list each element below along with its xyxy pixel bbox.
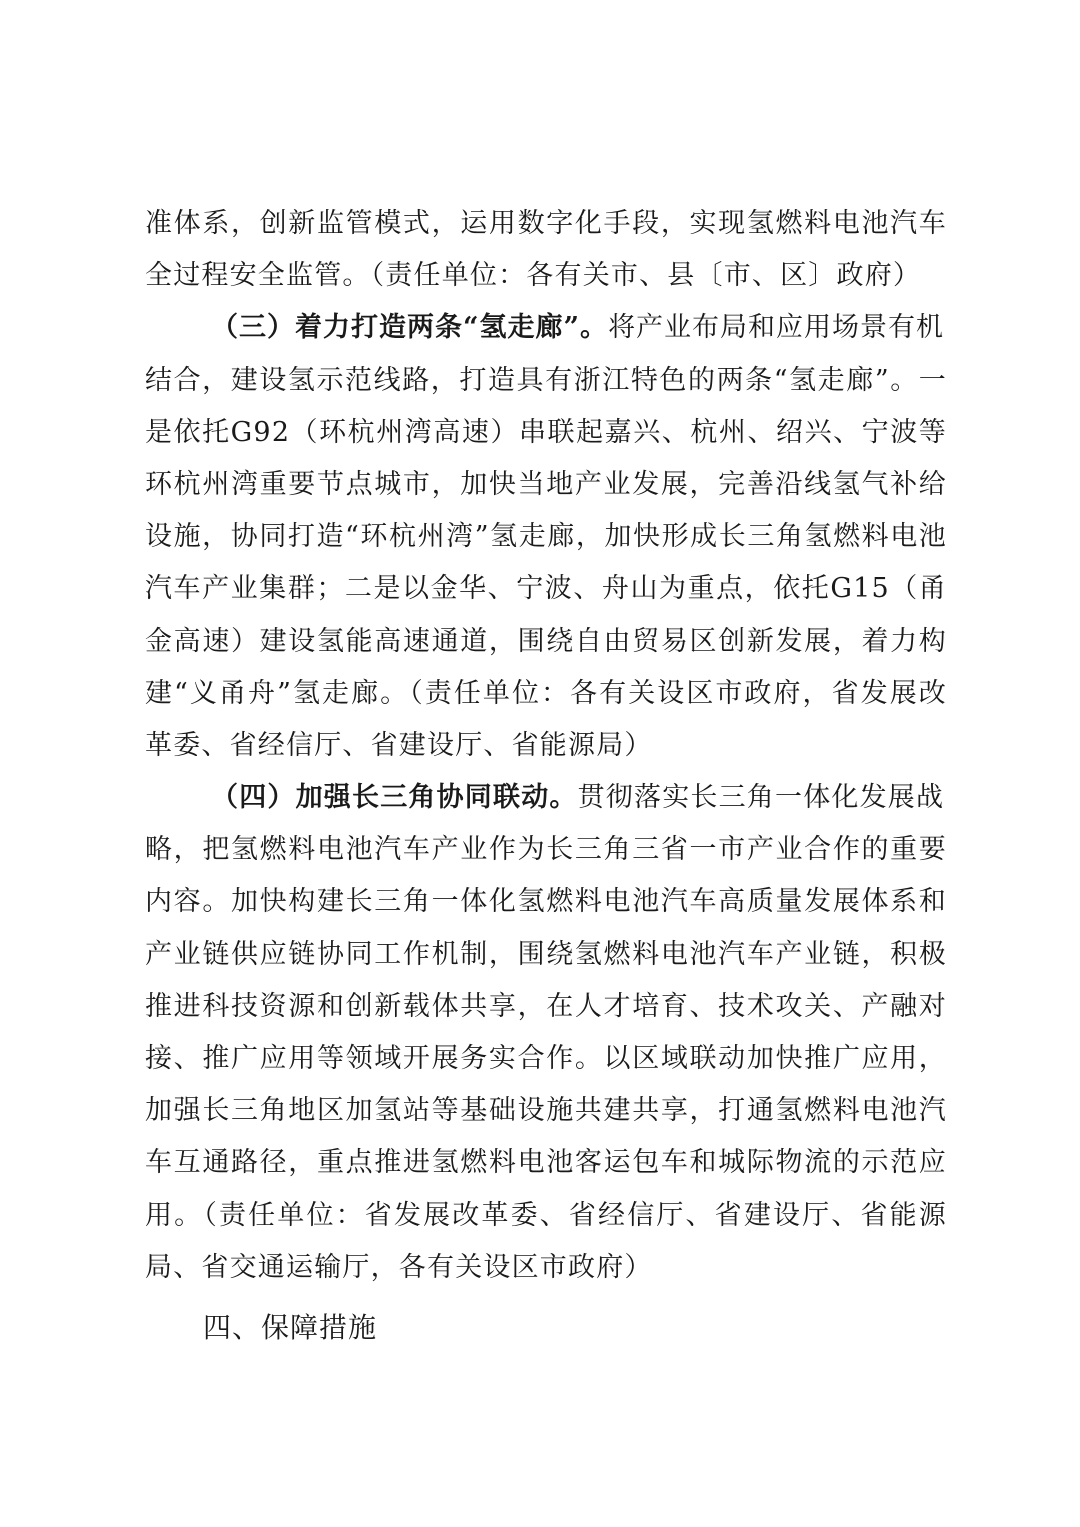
paragraph-line: 用。（责任单位：省发展改革委、省经信厅、省建设厅、省能源 bbox=[145, 1199, 947, 1231]
paragraph-line: 革委、省经信厅、省建设厅、省能源局） bbox=[145, 729, 653, 761]
section-4-title: （四）加强长三角协同联动。 bbox=[211, 782, 578, 814]
section-3-first-line: （三）着力打造两条“氢走廊”。将产业布局和应用场景有机 bbox=[211, 312, 945, 344]
paragraph-line: 内容。加快构建长三角一体化氢燃料电池汽车高质量发展体系和 bbox=[145, 886, 947, 918]
paragraph-line: 推进科技资源和创新载体共享，在人才培育、技术攻关、产融对 bbox=[145, 990, 947, 1022]
paragraph-line: 局、省交通运输厅，各有关设区市政府） bbox=[145, 1251, 653, 1283]
paragraph-line: 车互通路径，重点推进氢燃料电池客运包车和城际物流的示范应 bbox=[145, 1147, 947, 1179]
paragraph-line: 接、推广应用等领域开展务实合作。以区域联动加快推广应用， bbox=[145, 1043, 947, 1074]
section-3-title: （三）着力打造两条“氢走廊”。 bbox=[211, 312, 609, 344]
paragraph-line: 准体系，创新监管模式，运用数字化手段，实现氢燃料电池汽车 bbox=[145, 208, 947, 239]
paragraph-line: 结合，建设氢示范线路，打造具有浙江特色的两条“氢走廊”。一 bbox=[145, 364, 947, 396]
paragraph-line: 建“义甬舟”氢走廊。（责任单位：各有关设区市政府，省发展改 bbox=[145, 677, 947, 709]
section-heading-safeguards: 四、保障措施 bbox=[203, 1310, 378, 1344]
paragraph-line: 环杭州湾重要节点城市，加快当地产业发展，完善沿线氢气补给 bbox=[145, 468, 947, 500]
paragraph-line: 汽车产业集群；二是以金华、宁波、舟山为重点，依托G15（甬 bbox=[145, 573, 947, 605]
paragraph-line: 是依托G92（环杭州湾高速）串联起嘉兴、杭州、绍兴、宁波等 bbox=[145, 416, 947, 448]
paragraph-line: 设施，协同打造“环杭州湾”氢走廊，加快形成长三角氢燃料电池 bbox=[145, 521, 947, 553]
document-body bbox=[145, 198, 947, 1354]
paragraph-line: 全过程安全监管。（责任单位：各有关市、县〔市、区〕政府） bbox=[145, 260, 922, 292]
section-4-first-line: （四）加强长三角协同联动。贯彻落实长三角一体化发展战 bbox=[211, 782, 945, 814]
paragraph-line: 略，把氢燃料电池汽车产业作为长三角三省一市产业合作的重要 bbox=[145, 834, 947, 866]
paragraph-line: 金高速）建设氢能高速通道，围绕自由贸易区创新发展，着力构 bbox=[145, 625, 947, 657]
paragraph-line: 产业链供应链协同工作机制，围绕氢燃料电池汽车产业链，积极 bbox=[145, 938, 947, 970]
paragraph-line: 加强长三角地区加氢站等基础设施共建共享，打通氢燃料电池汽 bbox=[145, 1095, 947, 1127]
